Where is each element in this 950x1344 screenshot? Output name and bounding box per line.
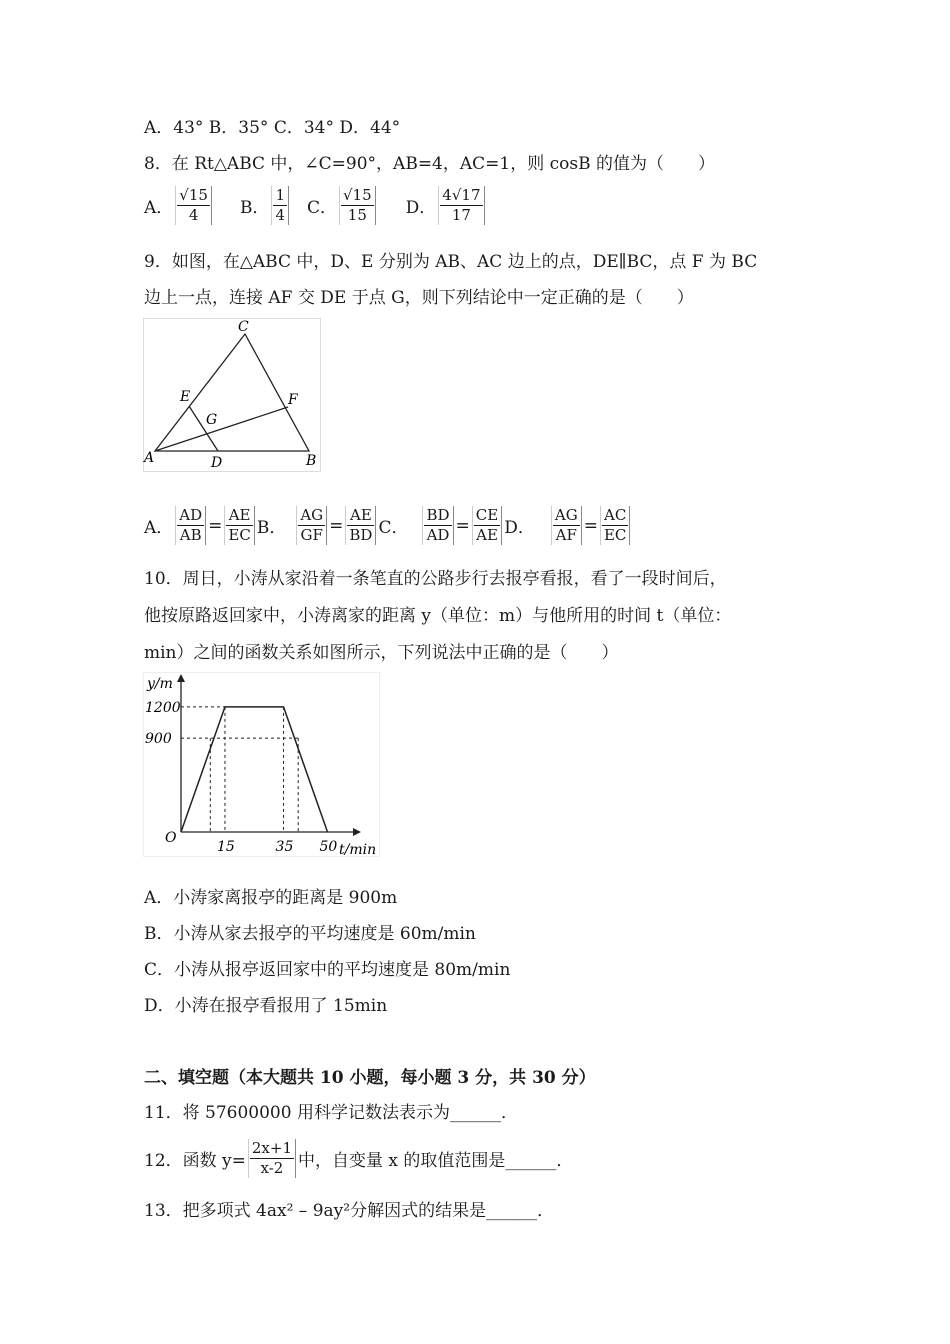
q9-d1-num: AG <box>554 506 578 524</box>
q13: 13．把多项式 4ax² – 9ay²分解因式的结果是______． <box>144 1201 555 1221</box>
q9-option-a-label: A． <box>144 518 174 538</box>
q9-d-frac2 <box>600 506 630 545</box>
x-axis-label: t/min <box>339 842 377 858</box>
q10-stem-line1: 10．周日，小涛从家沿着一条笔直的公路步行去报亭看报，看了一段时间后， <box>144 569 727 589</box>
q8-option-b-fraction <box>271 186 289 225</box>
series-distance-line <box>181 707 327 832</box>
y-tick-label-1200: 1200 <box>145 699 181 716</box>
label-c: C <box>238 319 249 335</box>
q10-option-d: D．小涛在报亭看报用了 15min <box>144 996 388 1016</box>
q8-option-c-label: C． <box>306 198 337 218</box>
q10-option-a: A．小涛家离报亭的距离是 900m <box>144 888 398 908</box>
x-axis-arrow <box>353 828 361 836</box>
q11: 11．将 57600000 用科学记数法表示为______． <box>144 1103 518 1123</box>
q10-stem-line3: min）之间的函数关系如图所示，下列说法中正确的是（ ） <box>144 643 619 663</box>
q8-option-a-fraction <box>175 186 212 225</box>
q12-denominator: x-2 <box>260 1159 284 1177</box>
triangle-abc <box>155 334 309 451</box>
q8-b-denominator: 4 <box>275 206 285 224</box>
q8-c-denominator: 15 <box>347 206 367 224</box>
q8-option-a-label: A． <box>144 198 174 218</box>
q9-a-frac1 <box>175 506 206 545</box>
origin-label: O <box>165 830 177 846</box>
q8-option-c-fraction <box>339 186 376 225</box>
q9-b-frac2 <box>345 506 376 545</box>
q12 <box>144 1139 573 1178</box>
q8-d-denominator: 17 <box>451 206 471 224</box>
q9-c1-num: BD <box>426 506 450 524</box>
segment-af <box>155 407 288 451</box>
q9-a2-num: AE <box>226 506 252 526</box>
q12-fraction <box>248 1139 296 1178</box>
y-axis-label: y/m <box>147 676 173 692</box>
q9-b-eq: = <box>329 515 344 536</box>
q9-option-b-label: B． <box>256 518 287 538</box>
x-tick-label-15: 15 <box>216 839 235 855</box>
q9-d-eq: = <box>583 515 598 536</box>
label-d: D <box>211 455 223 471</box>
x-tick-label-50: 50 <box>319 839 338 855</box>
q9-c-eq: = <box>455 515 470 536</box>
q8-a-numerator: √15 <box>179 186 208 204</box>
q9-option-c-label: C． <box>378 518 409 538</box>
q9-c-frac1 <box>422 506 453 545</box>
q8-d-numerator: 4√17 <box>442 186 481 204</box>
q8-options <box>144 186 487 225</box>
q8-option-d-fraction <box>438 186 484 225</box>
q10-option-b: B．小涛从家去报亭的平均速度是 60m/min <box>144 924 476 944</box>
q8-option-d-label: D． <box>405 198 437 218</box>
q9-a-eq: = <box>208 515 223 536</box>
label-a: A <box>144 450 155 466</box>
q9-b1-num: AG <box>300 506 324 524</box>
q9-b2-num: AE <box>347 506 374 526</box>
q9-c2-den: AE <box>476 526 498 544</box>
q9-c2-num: CE <box>475 506 499 524</box>
q9-stem-line2: 边上一点，连接 AF 交 DE 于点 G，则下列结论中一定正确的是（ ） <box>144 288 694 308</box>
q9-options <box>144 506 632 545</box>
q8-a-denominator: 4 <box>188 206 199 224</box>
q9-c-frac2 <box>472 506 502 545</box>
label-g: G <box>206 412 218 428</box>
q9-d2-den: EC <box>603 526 627 544</box>
q10-stem-line2: 他按原路返回家中，小涛离家的距离 y（单位：m）与他所用的时间 t（单位： <box>144 606 732 626</box>
triangle-figure <box>143 318 323 474</box>
q12-suffix: 中，自变量 x 的取值范围是______． <box>298 1151 574 1171</box>
q9-a1-num: AD <box>179 506 203 524</box>
q9-a-frac2 <box>224 506 254 545</box>
label-f: F <box>288 392 298 408</box>
q9-b-frac1 <box>296 506 327 545</box>
q9-b1-den: GF <box>300 526 323 544</box>
distance-time-chart <box>143 672 383 858</box>
q8-option-b-label: B． <box>239 198 270 218</box>
q9-b2-den: BD <box>349 526 373 544</box>
section2-heading: 二、填空题（本大题共 10 小题，每小题 3 分，共 30 分） <box>144 1068 596 1088</box>
q9-a2-den: EC <box>228 526 251 544</box>
q9-a1-den: AB <box>179 526 202 544</box>
y-axis-arrow <box>177 674 185 682</box>
q8-b-numerator: 1 <box>275 186 285 204</box>
q9-d1-den: AF <box>555 526 577 544</box>
q9-c1-den: AD <box>426 526 450 544</box>
q10-option-c: C．小涛从报亭返回家中的平均速度是 80m/min <box>144 960 511 980</box>
label-b: B <box>306 453 317 469</box>
q9-d2-num: AC <box>602 506 628 526</box>
q7-options: A．43° B．35° C．34° D．44° <box>144 118 401 138</box>
q12-prefix: 12．函数 y= <box>144 1151 246 1171</box>
q12-numerator: 2x+1 <box>251 1139 293 1157</box>
q9-stem-line1: 9．如图，在△ABC 中，D、E 分别为 AB、AC 边上的点，DE∥BC，点 F 为 BC <box>144 252 758 272</box>
q8-stem: 8．在 Rt△ABC 中，∠C=90°，AB=4，AC=1，则 cosB 的值为（ ） <box>144 154 716 174</box>
q9-d-frac1 <box>551 506 582 545</box>
x-tick-label-35: 35 <box>275 839 294 855</box>
y-tick-label-900: 900 <box>145 731 172 748</box>
label-e: E <box>180 389 191 405</box>
q8-c-numerator: √15 <box>343 186 372 204</box>
q9-option-d-label: D． <box>504 518 535 538</box>
